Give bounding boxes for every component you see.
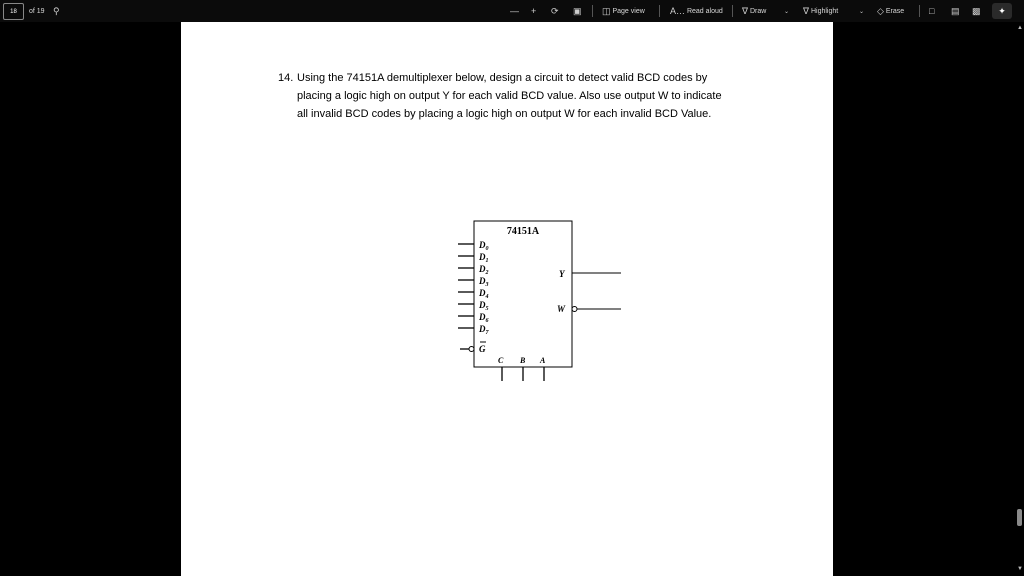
pin-icon[interactable]: ✦	[992, 3, 1012, 19]
read-aloud-label: Read aloud	[686, 7, 723, 15]
output-w-label: W	[557, 304, 566, 314]
zoom-in-icon[interactable]: +	[531, 6, 537, 16]
scroll-up-icon[interactable]: ▲	[1017, 25, 1023, 31]
draw-label: Draw	[749, 7, 767, 15]
draw-icon: ∇	[742, 5, 749, 16]
page-view-button[interactable]	[602, 0, 645, 22]
chip-label: 74151A	[506, 226, 540, 237]
page-number-input[interactable]	[3, 3, 24, 20]
select-lines	[502, 367, 544, 381]
erase-button[interactable]	[877, 0, 904, 22]
add-text-icon[interactable]: □	[929, 6, 935, 16]
demultiplexer-diagram	[181, 22, 833, 576]
output-w-bubble	[572, 307, 577, 312]
highlight-label: Highlight	[810, 7, 839, 15]
input-lines	[458, 244, 474, 328]
input-label-d6: $D_6$	[479, 312, 489, 324]
draw-button[interactable]	[742, 0, 766, 22]
select-label-c: C	[498, 356, 504, 365]
output-y-label: Y	[559, 269, 565, 279]
input-labels	[478, 240, 490, 336]
question-line-2: placing a logic high on output Y for each valid BCD value. Also use output W to indicate	[297, 90, 722, 102]
select-label-b: B	[520, 356, 526, 365]
vertical-scrollbar[interactable]	[1015, 22, 1024, 576]
page-view-label: Page view	[612, 7, 645, 15]
input-label-d4: $D_4$	[479, 288, 489, 300]
highlight-chevron-down-icon[interactable]: ⌄	[859, 8, 865, 15]
input-label-d3: $D_3$	[479, 276, 489, 288]
draw-chevron-down-icon[interactable]: ⌄	[784, 8, 790, 15]
scroll-thumb[interactable]	[1017, 509, 1022, 526]
input-label-d7: $D_7$	[479, 324, 489, 336]
scroll-down-icon[interactable]: ▼	[1017, 566, 1023, 572]
eraser-icon: ◇	[877, 5, 884, 16]
fit-page-icon[interactable]: ▣	[573, 5, 582, 16]
enable-bubble	[469, 347, 474, 352]
save-as-icon[interactable]: ▩	[972, 5, 981, 16]
save-icon[interactable]: ▤	[951, 5, 960, 16]
question-number: 14.	[278, 72, 294, 84]
highlight-icon: ∇	[803, 5, 810, 16]
select-label-a: A	[540, 356, 546, 365]
input-label-d5: $D_5$	[479, 300, 489, 312]
question-line-1: Using the 74151A demultiplexer below, design a circuit to detect valid BCD codes by	[297, 72, 708, 84]
search-icon[interactable]: ⚲	[53, 5, 60, 16]
rotate-icon[interactable]: ⟳	[551, 5, 559, 16]
enable-label: G	[479, 344, 486, 354]
read-aloud-button[interactable]	[670, 0, 723, 22]
highlight-button[interactable]	[803, 0, 838, 22]
read-aloud-icon: A…	[670, 6, 686, 16]
erase-label: Erase	[885, 7, 905, 15]
chip-body	[474, 221, 572, 367]
pdf-toolbar	[0, 0, 1024, 22]
page-number: 18	[10, 8, 17, 15]
input-label-d1: $D_1$	[479, 252, 489, 264]
page-count: of 19	[29, 7, 45, 15]
pdf-page	[181, 22, 833, 576]
zoom-out-icon[interactable]: —	[510, 6, 519, 16]
page-view-icon: ◫	[602, 5, 611, 16]
input-label-d2: $D_2$	[479, 264, 489, 276]
input-label-d0: $D_0$	[479, 240, 489, 252]
question-line-3: all invalid BCD codes by placing a logic high on output W for each invalid BCD Value.	[297, 108, 712, 120]
